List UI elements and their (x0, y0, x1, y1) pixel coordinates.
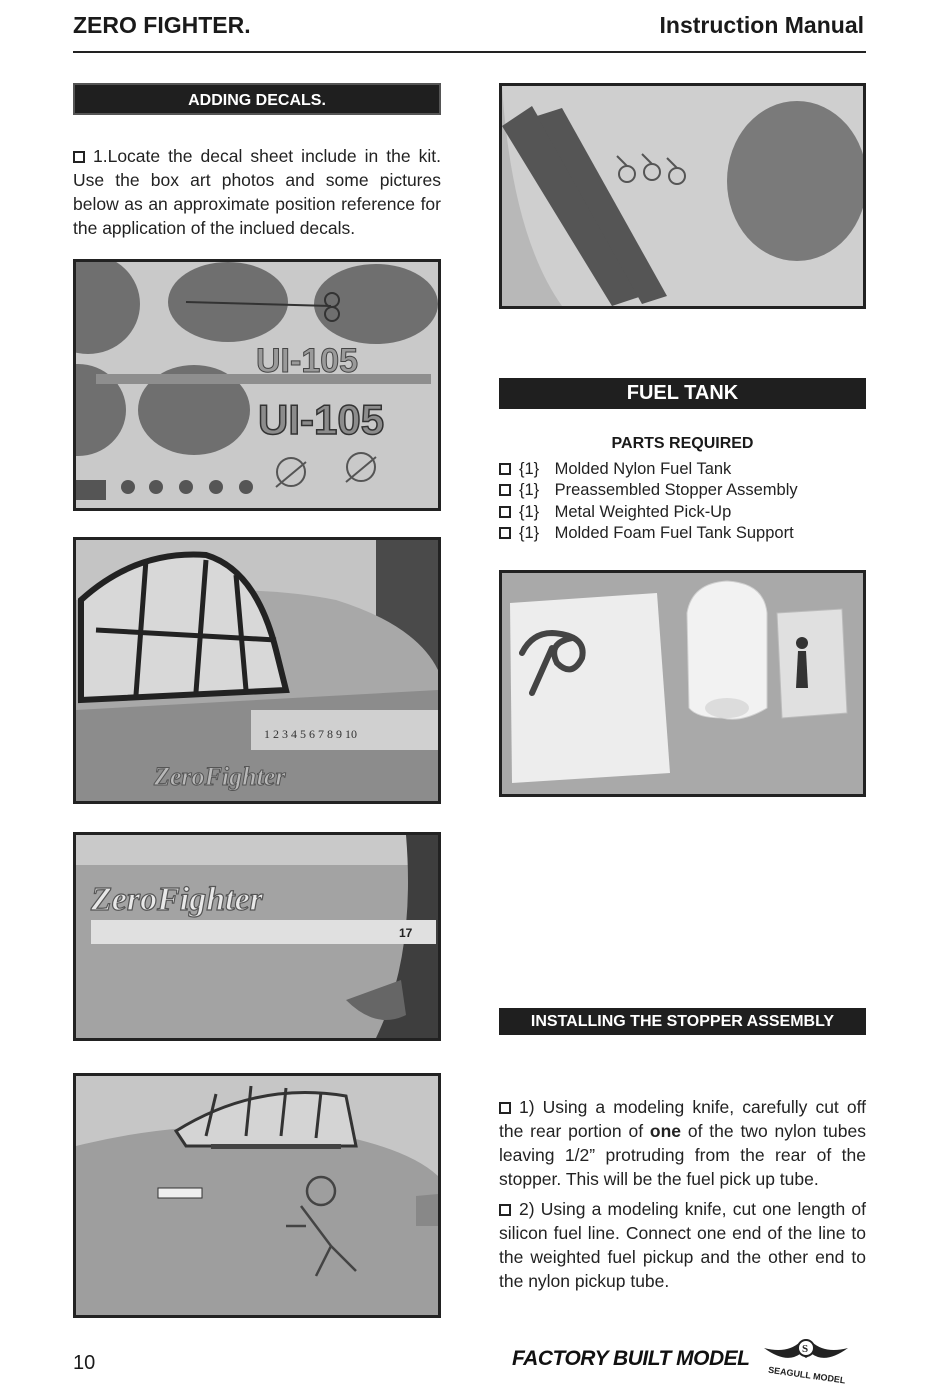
checkbox-icon[interactable] (499, 1204, 511, 1216)
decal-sheet-photo (73, 259, 441, 511)
checkbox-icon[interactable] (499, 463, 511, 475)
stopper-heading: INSTALLING THE STOPPER ASSEMBLY (499, 1008, 866, 1035)
list-item (499, 523, 866, 544)
seagull-logo-icon (762, 1334, 850, 1386)
logo-decal-photo (73, 832, 441, 1041)
checkbox-icon[interactable] (499, 527, 511, 539)
page-number: 10 (73, 1352, 96, 1374)
adding-decals-heading: ADDING DECALS. (73, 83, 441, 115)
checkbox-icon[interactable] (499, 506, 511, 518)
zero-fighter-logo-2: ZeroFighter (91, 881, 263, 918)
header-rule (73, 51, 866, 53)
list-item (499, 459, 866, 480)
manual-label: Instruction Manual (659, 12, 864, 38)
part-qty: {1} (519, 460, 540, 478)
part-qty: {1} (519, 481, 540, 500)
logo-text: SEAGULL MODEL (767, 1364, 847, 1386)
step-text: 2) Using a modeling knife, cut one length of silicon fuel line. Connect one end of the line to the weighted fuel pickup and the other end to the nylon pickup tube. (499, 1199, 866, 1291)
checkbox-icon[interactable] (499, 1102, 511, 1114)
ruler-highlight: 17 (399, 926, 413, 940)
decal-step-1 (73, 144, 441, 240)
step-text: 1) Using a modeling knife, carefully cut off the rear portion of (499, 1097, 866, 1141)
decal-marking-2: UI-105 (258, 396, 385, 443)
document-title: ZERO FIGHTER. (73, 12, 251, 38)
step-text-bold: one (649, 1121, 682, 1141)
zero-fighter-logo: ZeroFighter (154, 762, 286, 791)
list-item (499, 480, 866, 501)
checkbox-icon[interactable] (73, 151, 85, 163)
part-qty: {1} (519, 523, 540, 542)
part-name: Metal Weighted Pick-Up (554, 502, 732, 521)
fuel-tank-parts-photo (499, 570, 866, 797)
stopper-step-1 (499, 1095, 866, 1191)
part-qty: {1} (519, 502, 540, 521)
parts-required-title: PARTS REQUIRED (611, 435, 754, 452)
cockpit-decal-photo (73, 537, 441, 804)
part-name: Molded Foam Fuel Tank Support (554, 523, 794, 542)
ruler-numbers: 1 2 3 4 5 6 7 8 9 10 (264, 727, 357, 741)
stopper-step-2 (499, 1197, 866, 1293)
part-name: Preassembled Stopper Assembly (554, 481, 798, 500)
list-item (499, 502, 866, 523)
tail-stripes-photo (499, 83, 866, 309)
decal-step-1-text: 1.Locate the decal sheet include in the kit. Use the box art photos and some pictures below as an approximate position reference for the application of the inclued decals. (73, 146, 441, 238)
fuselage-insignia-photo (73, 1073, 441, 1318)
parts-list (499, 459, 866, 544)
part-name: Molded Nylon Fuel Tank (554, 460, 732, 478)
step-text: of the two nylon tubes leaving 1/2” protruding from the rear of the stopper. This will be the fuel pick up tube. (499, 1121, 866, 1189)
fuel-tank-heading: FUEL TANK (499, 378, 866, 409)
brand-name: FACTORY BUILT MODEL (512, 1347, 750, 1370)
decal-marking: UI-105 (256, 342, 359, 380)
logo-letter: S (802, 1343, 809, 1355)
checkbox-icon[interactable] (499, 484, 511, 496)
